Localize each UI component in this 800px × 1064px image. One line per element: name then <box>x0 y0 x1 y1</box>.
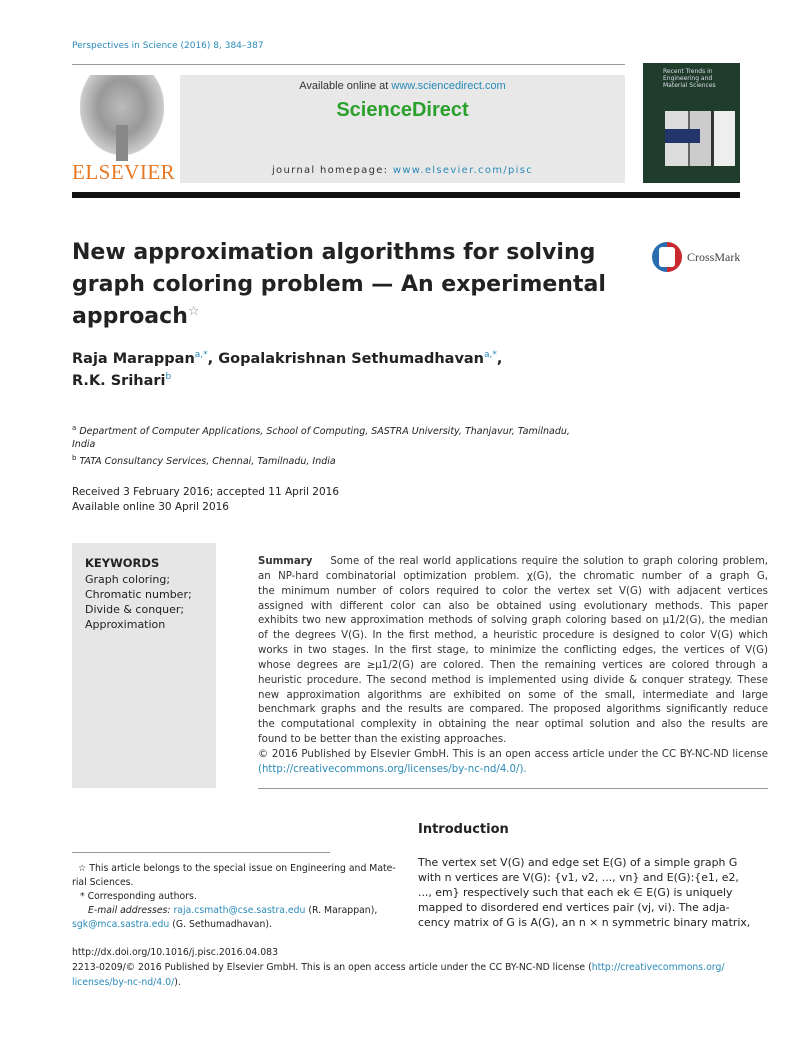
elsevier-logo <box>72 75 176 185</box>
homepage-label: journal homepage: <box>271 165 393 176</box>
keyword: Chromatic number; <box>85 588 192 601</box>
summary-label: Summary <box>258 556 313 567</box>
abstract-rule <box>258 788 768 789</box>
intro-line: with n vertices are V(G): {v1, v2, ..., vn} and E(G):{e1, e2, <box>418 871 739 884</box>
keywords-heading: KEYWORDS <box>85 556 160 570</box>
abstract-line: found to be better than the existing approaches. <box>258 734 507 746</box>
crossmark-label: CrossMark <box>687 250 741 264</box>
abstract-line: the minimum number of colors required to color the vertex set V(G) with adjacent vertices <box>258 585 768 597</box>
keyword: Divide & conquer; <box>85 603 185 616</box>
affiliation-mark: b <box>72 454 77 462</box>
intro-line: The vertex set V(G) and edge set E(G) of a simple graph G <box>418 856 738 869</box>
tree-trunk <box>116 125 128 161</box>
journal-homepage <box>180 165 625 176</box>
available-label: Available online at <box>299 80 392 92</box>
intro-line: ..., em} respectively such that each ek ∈ E(G) is uniquely <box>418 886 733 899</box>
affiliation-text: Department of Computer Applications, School of Computing, SASTRA University, Thanjavur, Tamilnadu, <box>79 426 570 438</box>
abstract-line: works in two stages. In the first stage, to minimize the conflicting edges, the vertices of V(G) <box>258 645 768 657</box>
intro-line: mapped to disordered end vertices pair (vj, vi). The adja- <box>418 901 730 914</box>
copyright-line-2 <box>72 977 181 988</box>
abstract-text: Some of the real world applications require the solution to graph coloring problem, <box>330 556 768 567</box>
cover-title: Recent Trends in Engineering and Material Sciences <box>663 68 716 89</box>
author-2: Gopalakrishnan Sethumadhavan <box>218 350 485 367</box>
author-3: R.K. Srihari <box>72 372 166 389</box>
abstract-line: benchmark graphs and the results are compared. The proposed algorithms significantly reduce <box>258 704 768 716</box>
title-line-3 <box>72 304 200 329</box>
author-1-marks[interactable]: a,* <box>194 350 208 360</box>
journal-reference: Perspectives in Science (2016) 8, 384–387 <box>72 41 264 51</box>
homepage-link[interactable]: www.elsevier.com/pisc <box>392 165 534 176</box>
journal-cover <box>643 63 740 183</box>
received-date: Received 3 February 2016; accepted 11 April 2016 <box>72 486 340 498</box>
journal-banner <box>180 75 625 183</box>
author-1: Raja Marappan <box>72 350 195 367</box>
title-line-1: New approximation algorithms for solving <box>72 240 596 265</box>
footnote-emails-cont <box>72 919 272 930</box>
email-link[interactable]: raja.csmath@cse.sastra.edu <box>173 905 306 916</box>
affiliation-a-cont: India <box>72 439 96 450</box>
footnote-corresponding: * Corresponding authors. <box>80 891 197 902</box>
available-online <box>180 80 625 92</box>
abstract-line: © 2016 Published by Elsevier GmbH. This is an open access article under the CC BY-NC-ND license <box>258 748 768 760</box>
author-3-marks[interactable]: b <box>165 372 172 382</box>
email-owner: (G. Sethumadhavan). <box>169 919 272 930</box>
author-2-marks[interactable]: a,* <box>484 350 497 360</box>
abstract-line: whose degrees are ≥μ1/2(G) are colored. Then the remaining vertices are colored through a <box>258 659 768 671</box>
affiliation-a <box>72 424 570 437</box>
keyword: Graph coloring; <box>85 573 171 586</box>
copyright-line <box>72 962 724 973</box>
available-date: Available online 30 April 2016 <box>72 501 229 513</box>
email-owner: (R. Marappan), <box>305 905 378 916</box>
title-footnote-star[interactable]: ☆ <box>187 304 200 319</box>
sciencedirect-brand: ScienceDirect <box>336 99 469 121</box>
affiliation-mark: a <box>72 424 77 432</box>
abstract-line: assigned with different color can also be obtained using evolutionary methods. This paper <box>258 600 768 612</box>
header-bar <box>72 192 740 198</box>
keywords-box <box>72 543 216 788</box>
email-link[interactable]: sgk@mca.sastra.edu <box>72 919 170 930</box>
sciencedirect-link[interactable]: www.sciencedirect.com <box>391 80 506 92</box>
abstract-line: new approximation algorithms are exhibited on some of the small, intermediate and large <box>258 689 768 701</box>
authors-line-1: Raja Marappan$^{a,*}$, Gopalakrishnan Sethumadhavan$^{a,*}$, <box>72 350 503 367</box>
footnote-rule <box>72 852 330 853</box>
affiliation-text: TATA Consultancy Services, Chennai, Tamilnadu, India <box>79 456 336 468</box>
introduction-heading: Introduction <box>418 822 509 837</box>
crossmark-icon-inner <box>659 247 675 267</box>
abstract-line: exhibits two new approximation methods of solving graph coloring based on μ1/2(G), the median <box>258 615 768 627</box>
license-link[interactable]: (http://creativecommons.org/licenses/by-nc-nd/4.0/). <box>258 763 527 775</box>
abstract <box>258 555 768 778</box>
title-text: approach <box>72 304 188 329</box>
abstract-line: of the degrees V(G). In the first method, a heuristic procedure is designed to color V(G) which <box>258 630 768 642</box>
email-label: E-mail addresses: <box>88 905 174 916</box>
author-separator: , <box>207 350 219 367</box>
keyword: Approximation <box>85 618 166 631</box>
publisher-name: ELSEVIER <box>72 160 176 184</box>
crossmark-button[interactable] <box>652 242 772 274</box>
abstract-line: an NP-hard combinatorial optimization problem. χ(G), the chromatic number of a graph G, <box>258 570 768 582</box>
intro-line: cency matrix of G is A(G), an n × n symmetric binary matrix, <box>418 916 751 929</box>
footnote-emails <box>88 905 377 916</box>
abstract-line <box>258 555 768 570</box>
footnote-star-cont: rial Sciences. <box>72 877 134 888</box>
affiliation-b <box>72 454 336 467</box>
authors-line-2 <box>72 372 171 389</box>
doi-link[interactable]: http://dx.doi.org/10.1016/j.pisc.2016.04.083 <box>72 947 279 958</box>
header-rule <box>72 64 625 65</box>
footnote-star: ☆ This article belongs to the special issue on Engineering and Mate- <box>78 863 396 874</box>
license-link[interactable]: http://creativecommons.org/ <box>591 962 725 973</box>
cover-image-block <box>665 129 700 143</box>
title-line-2: graph coloring problem — An experimental <box>72 272 606 297</box>
abstract-line: the computational complexity in obtaining the near optimal solution and also the results are <box>258 719 768 731</box>
copyright-text: 2213-0209/© 2016 Published by Elsevier GmbH. This is an open access article under the CC BY-NC-ND license ( <box>72 962 592 973</box>
license-link[interactable]: licenses/by-nc-nd/4.0/ <box>72 977 175 988</box>
abstract-line: heuristic procedure. The second method is implemented using divide & conquer strategy. These <box>258 674 768 686</box>
copyright-end: ). <box>174 977 181 988</box>
